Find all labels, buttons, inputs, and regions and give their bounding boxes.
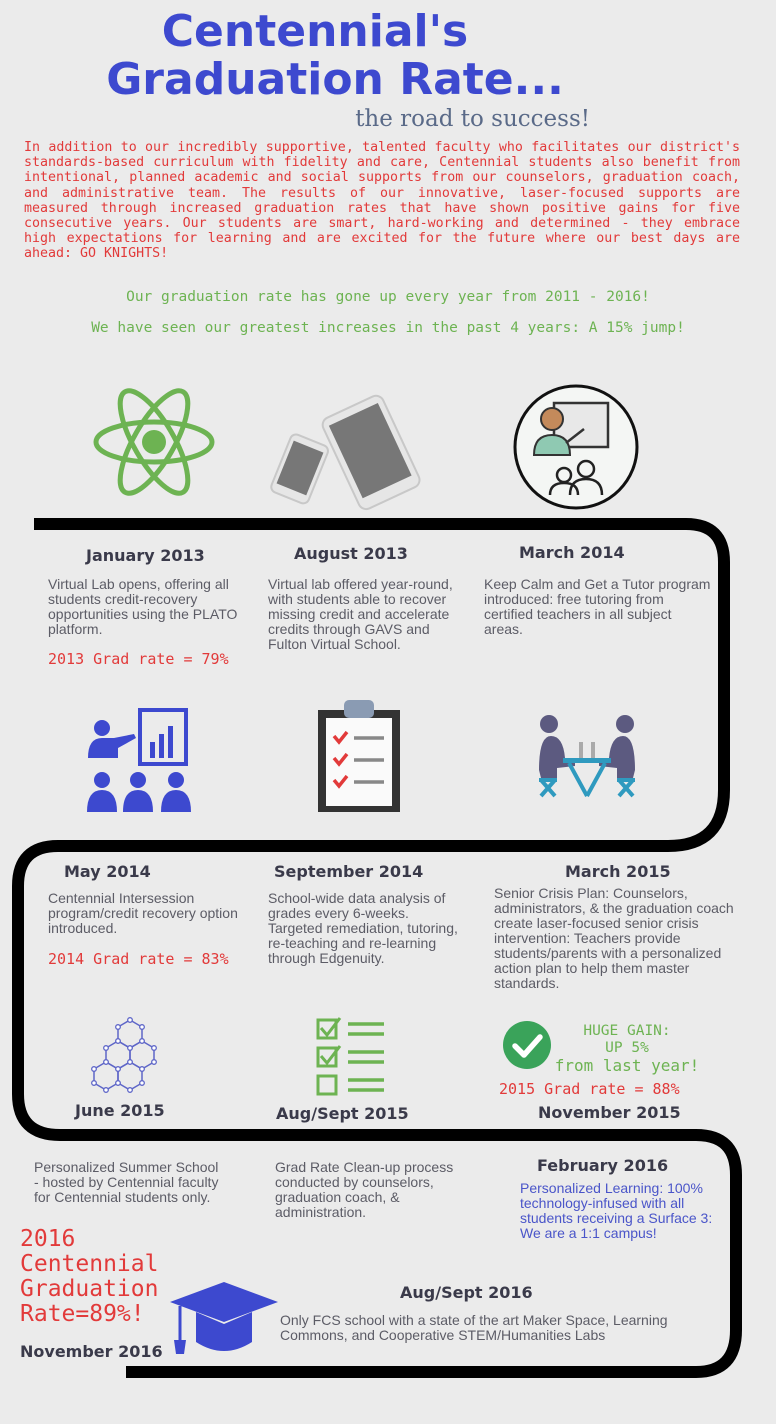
page-subtitle: the road to success!	[355, 106, 590, 132]
grad-rate-2016	[20, 1227, 158, 1327]
highlight-1: Our graduation rate has gone up every year from 2011 - 2016!	[126, 289, 650, 305]
huge-gain-line1: HUGE GAIN:	[583, 1023, 671, 1039]
event-title-aug2013: August 2013	[294, 544, 408, 563]
event-desc-aug2016: Only FCS school with a state of the art Maker Space, Learning Commons, and Cooperative STEM/Humanities Labs	[280, 1312, 668, 1343]
big-red-line3: Graduation	[20, 1276, 159, 1302]
event-desc-may2014: Centennial Intersession program/credit recovery option introduced.	[48, 890, 238, 936]
study-desk-icon	[535, 712, 639, 798]
event-desc-jan2013: Virtual Lab opens, offering all students credit-recovery opportunities using the PLATO platform.	[48, 576, 238, 637]
grad-rate-2014: 2014 Grad rate = 83%	[48, 950, 229, 968]
grad-rate-2013: 2013 Grad rate = 79%	[48, 650, 229, 668]
event-title-jun2015: June 2015	[75, 1101, 165, 1120]
event-title-aug2015: Aug/Sept 2015	[276, 1104, 409, 1123]
event-title-nov2016: November 2016	[20, 1342, 163, 1361]
feb2016-line2: We are a 1:1 campus!	[520, 1225, 657, 1241]
feb2016-line1: Personalized Learning: 100% technology-infused with all students receiving a Surface 3:	[520, 1180, 713, 1226]
atom-icon	[92, 380, 216, 504]
event-desc-aug2013: Virtual lab offered year-round, with students able to recover missing credit and accelerate credits through GAVS and Fulton Virtual School.	[268, 576, 453, 652]
event-title-nov2015: November 2015	[538, 1103, 681, 1122]
page-title-line1: Centennial's	[161, 6, 469, 57]
event-title-jan2013: January 2013	[86, 546, 205, 565]
huge-gain-line2: UP 5%	[605, 1040, 649, 1056]
grad-rate-2015: 2015 Grad rate = 88%	[499, 1080, 680, 1098]
event-title-aug2016: Aug/Sept 2016	[400, 1283, 533, 1302]
graduation-cap-icon	[162, 1280, 280, 1362]
event-desc-aug2015: Grad Rate Clean-up process conducted by counselors, graduation coach, & administration.	[275, 1159, 454, 1220]
presentation-icon	[84, 706, 194, 814]
big-red-line2: Centennial	[20, 1251, 159, 1277]
event-title-feb2016: February 2016	[537, 1156, 669, 1175]
event-title-may2014: May 2014	[64, 862, 151, 881]
page-title-line2: Graduation Rate...	[106, 54, 564, 105]
big-red-line4: Rate=89%!	[20, 1301, 145, 1327]
teacher-icon	[512, 383, 640, 511]
checkmark-icon	[502, 1020, 552, 1070]
event-desc-feb2016	[520, 1181, 720, 1241]
event-desc-sep2014: School-wide data analysis of grades every 6-weeks. Targeted remediation, tutoring, re-teaching and re-learning through Edgenuity.	[268, 890, 458, 966]
hexagons-icon	[86, 1016, 156, 1102]
event-desc-mar2014: Keep Calm and Get a Tutor program introduced: free tutoring from certified teachers in all subject areas.	[484, 576, 711, 637]
event-desc-jun2015: Personalized Summer School - hosted by Centennial faculty for Centennial students only.	[34, 1159, 219, 1205]
clipboard-icon	[314, 696, 404, 814]
highlight-2: We have seen our greatest increases in the past 4 years: A 15% jump!	[91, 320, 685, 336]
devices-icon	[272, 396, 436, 516]
event-title-sep2014: September 2014	[274, 862, 424, 881]
huge-gain-text	[552, 1023, 702, 1074]
intro-paragraph: In addition to our incredibly supportive, talented faculty who facilitates our district's standards-based curriculum with fidelity and care, Centennial students also benefit from intentional, planned academic and social supports from our counselors, graduation coach, and administrative team. The results of our innovative, laser-focused supports are measured through increased graduation rates that have shown positive gains for five consecutive years. Our students are smart, hard-working and determined - they embrace high expectations for learning and are excited for the future where our best days are ahead: GO KNIGHTS!	[24, 140, 740, 262]
big-red-line1: 2016	[20, 1226, 76, 1252]
event-title-mar2015: March 2015	[565, 862, 671, 881]
event-title-mar2014: March 2014	[519, 543, 625, 562]
event-desc-mar2015: Senior Crisis Plan: Counselors, administrators, & the graduation coach create laser-focused senior crisis intervention: Teachers provide students/parents with a personalized action plan to help them master standards.	[494, 885, 734, 991]
huge-gain-line3: from last year!	[554, 1056, 700, 1075]
checklist-icon	[314, 1016, 386, 1098]
